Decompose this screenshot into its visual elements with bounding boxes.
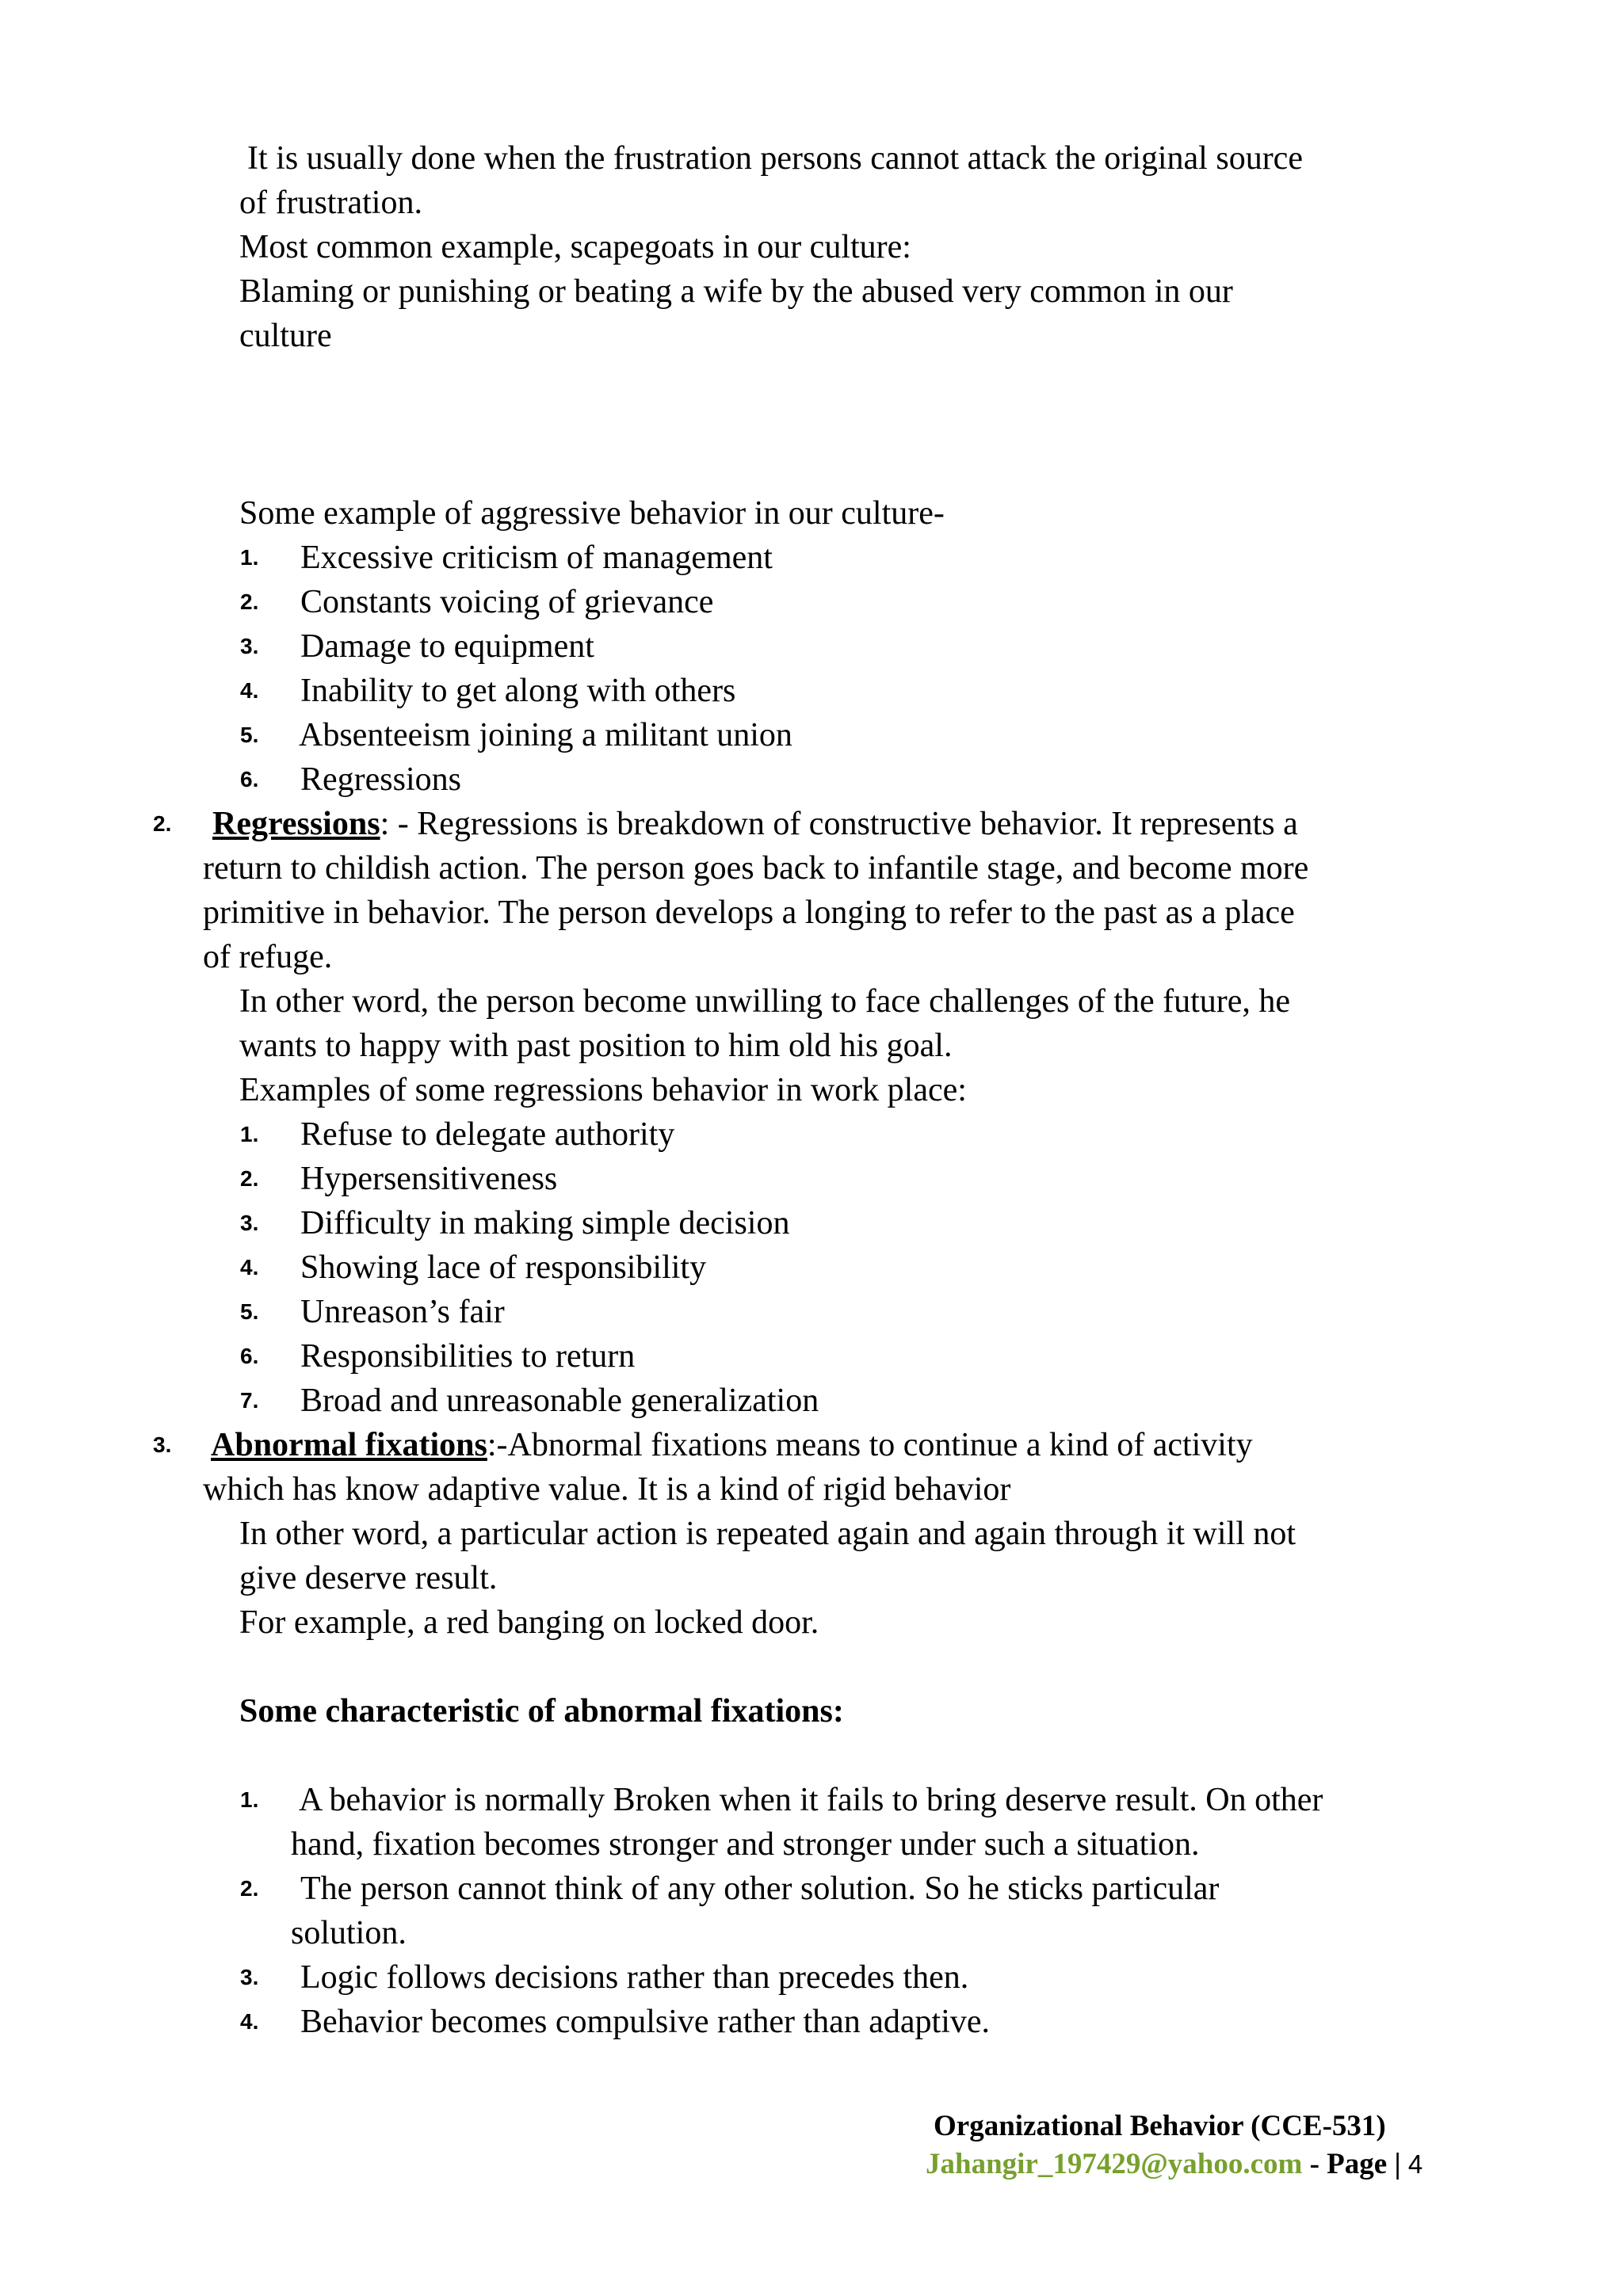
intro-line: culture [239,318,332,354]
footer-course-title: Organizational Behavior (CCE-531) [934,2110,1386,2142]
characteristics-heading: Some characteristic of abnormal fixations: [239,1693,844,1730]
regressions-definition-line: primitive in behavior. The person develops a longing to refer to the past as a place [203,894,1295,931]
list-text: A behavior is normally Broken when it fails to bring deserve result. On other [299,1782,1323,1818]
intro-line: It is usually done when the frustration persons cannot attack the original source [247,140,1303,177]
list-number: 1. [240,1122,259,1146]
list-number: 4. [240,1255,259,1280]
list-number: 6. [240,1344,259,1368]
list-text: Broad and unreasonable generalization [300,1383,819,1419]
list-number: 6. [240,767,259,791]
list-number: 3. [240,634,259,658]
list-text: Regressions [300,761,461,798]
list-text: Behavior becomes compulsive rather than adaptive. [300,2004,991,2040]
list-text: Responsibilities to return [300,1338,636,1375]
footer-page-line [926,2145,1423,2183]
regressions-paragraph-line: Examples of some regressions behavior in work place: [239,1072,967,1108]
aggression-heading: Some example of aggressive behavior in our culture- [239,495,945,532]
list-text: solution. [291,1915,407,1951]
list-number: 5. [240,723,259,747]
list-number: 4. [240,2009,259,2034]
intro-line: Blaming or punishing or beating a wife by the abused very common in our [239,273,1233,310]
regressions-paragraph-line: In other word, the person become unwilling to face challenges of the future, he [239,983,1291,1020]
list-text: Logic follows decisions rather than precedes then. [300,1959,969,1996]
regressions-definition-line: of refuge. [203,939,333,975]
list-text: Damage to equipment [300,628,594,665]
footer-page-number: 4 [1407,2149,1423,2179]
list-text: hand, fixation becomes stronger and stronger under such a situation. [291,1826,1200,1863]
section-number: 2. [153,811,172,836]
regressions-definition-line: return to childish action. The person goes back to infantile stage, and become more [203,850,1309,887]
fixations-paragraph-line: give deserve result. [239,1560,498,1596]
list-text: Inability to get along with others [300,673,736,709]
regressions-paragraph-line: wants to happy with past position to him old his goal. [239,1028,953,1064]
list-number: 3. [240,1211,259,1235]
section-number: 3. [153,1432,172,1457]
list-number: 4. [240,678,259,703]
regressions-definition-first [212,802,1298,846]
list-text: Excessive criticism of management [300,540,773,576]
list-number: 1. [240,1787,259,1812]
list-number: 7. [240,1388,259,1413]
footer-page-label: - Page | [1302,2148,1408,2180]
list-text: Showing lace of responsibility [300,1249,707,1286]
fixations-definition-text: :-Abnormal fixations means to continue a kind of activity [487,1427,1253,1463]
fixations-definition-line: which has know adaptive value. It is a kind of rigid behavior [203,1471,1011,1508]
intro-line: Most common example, scapegoats in our culture: [239,229,911,265]
fixations-paragraph-line: In other word, a particular action is repeated again and again through it will not [239,1516,1296,1552]
list-number: 2. [240,1876,259,1901]
list-number: 2. [240,589,259,614]
list-number: 3. [240,1965,259,1989]
regressions-term: Regressions [212,806,380,842]
list-number: 1. [240,545,259,570]
list-text: The person cannot think of any other solution. So he sticks particular [300,1871,1220,1907]
list-text: Constants voicing of grievance [300,584,714,620]
list-text: Difficulty in making simple decision [300,1205,790,1241]
list-number: 5. [240,1299,259,1324]
list-number: 2. [240,1166,259,1191]
list-text: Absenteeism joining a militant union [299,717,792,753]
fixations-paragraph-line: For example, a red banging on locked door. [239,1604,819,1641]
list-text: Hypersensitiveness [300,1161,558,1197]
footer-email: Jahangir_197429@yahoo.com [926,2148,1303,2180]
intro-line: of frustration. [239,185,422,221]
fixations-term: Abnormal fixations [211,1427,487,1463]
list-text: Unreason’s fair [300,1294,505,1330]
fixations-definition-first [211,1423,1253,1467]
list-text: Refuse to delegate authority [300,1116,675,1153]
regressions-definition-text: : - Regressions is breakdown of constructive behavior. It represents a [380,806,1298,842]
